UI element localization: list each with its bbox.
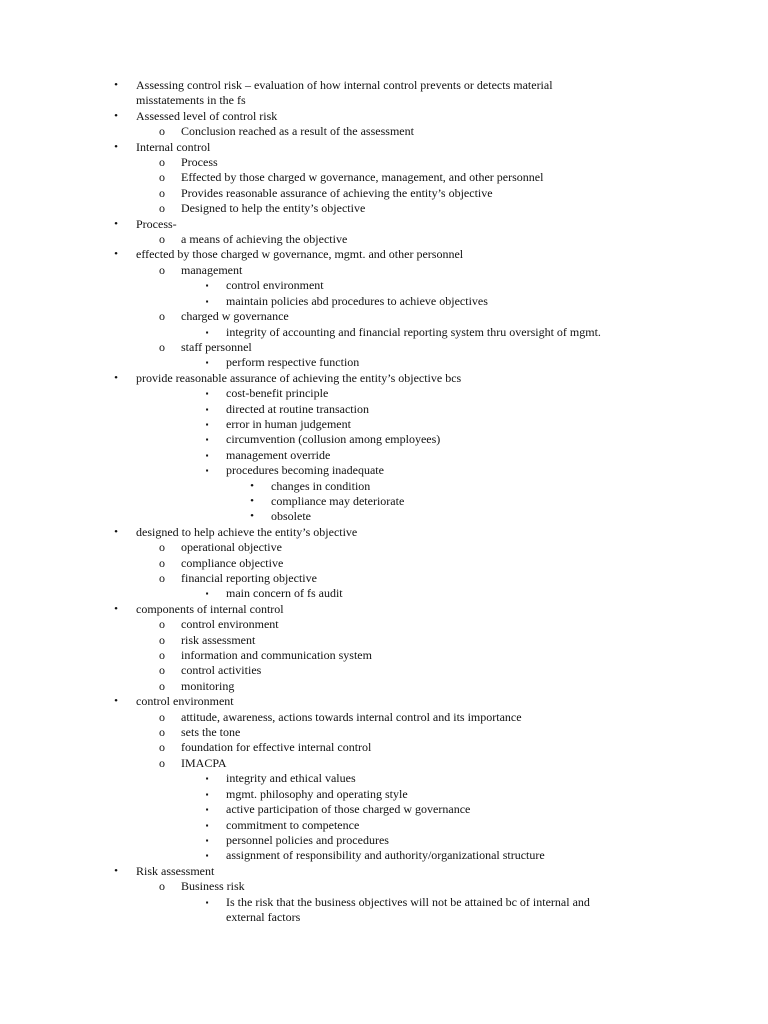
outline-item-level-1 [0, 525, 768, 540]
outline-item-level-3 [0, 432, 768, 447]
bullet-icon: • [114, 371, 118, 384]
square-bullet-icon: ▪ [205, 789, 209, 799]
outline-item-text: compliance objective [181, 555, 284, 570]
outline-item-level-2 [0, 540, 768, 555]
bullet-icon: • [114, 217, 118, 230]
circle-bullet-icon: o [159, 170, 165, 185]
outline-item-text: procedures becoming inadequate [226, 463, 384, 478]
outline-item-text: circumvention (collusion among employees) [226, 432, 441, 447]
outline-item-level-3 [0, 355, 768, 370]
outline-item-text: Process [181, 155, 218, 170]
circle-bullet-icon: o [159, 555, 165, 570]
outline-item-level-3 [0, 848, 768, 863]
square-bullet-icon: ▪ [205, 774, 209, 784]
outline-item-text: Assessing control risk – evaluation of how internal control prevents or detects material [136, 78, 553, 92]
circle-bullet-icon: o [159, 755, 165, 770]
bullet-icon: • [250, 510, 254, 523]
outline-item-level-3 [0, 278, 768, 293]
outline-item-text: main concern of fs audit [226, 586, 343, 601]
outline-item-level-3 [0, 448, 768, 463]
outline-item-text: perform respective function [226, 355, 360, 370]
circle-bullet-icon: o [159, 155, 165, 170]
bullet-icon: • [114, 602, 118, 615]
outline-item-text: active participation of those charged w governance [226, 802, 471, 817]
circle-bullet-icon: o [159, 262, 165, 277]
circle-bullet-icon: o [159, 709, 165, 724]
outline-item-level-3 [0, 586, 768, 601]
outline-item-text: a means of achieving the objective [181, 232, 348, 247]
outline-item-level-1 [0, 140, 768, 155]
outline-item-text: error in human judgement [226, 416, 351, 431]
circle-bullet-icon: o [159, 571, 165, 585]
circle-bullet-icon: o [159, 663, 165, 678]
square-bullet-icon: ▪ [205, 281, 209, 291]
circle-bullet-icon: o [159, 185, 165, 200]
outline-item-level-2 [0, 186, 768, 201]
square-bullet-icon: ▪ [205, 404, 209, 414]
outline-item-level-3 [0, 463, 768, 478]
outline-item-level-2 [0, 756, 768, 771]
outline-item-text: attitude, awareness, actions towards internal control and its importance [181, 709, 522, 724]
circle-bullet-icon: o [159, 678, 165, 693]
outline-item-text: information and communication system [181, 648, 372, 663]
outline-item-text: control activities [181, 663, 262, 678]
outline-item-level-2 [0, 309, 768, 324]
outline-item-level-3 [0, 325, 768, 340]
outline-item-text: compliance may deteriorate [271, 493, 405, 508]
bullet-icon: • [250, 494, 254, 507]
square-bullet-icon: ▪ [205, 851, 209, 861]
outline-item-level-2 [0, 725, 768, 740]
outline-item-text: Internal control [136, 139, 211, 154]
outline-item-text: Effected by those charged w governance, management, and other personnel [181, 170, 544, 185]
outline-item-level-2 [0, 648, 768, 663]
square-bullet-icon: ▪ [205, 805, 209, 815]
outline-item-text: integrity and ethical values [226, 771, 356, 786]
outline-item-text: obsolete [271, 509, 311, 524]
outline-item-level-2 [0, 170, 768, 185]
outline-item-level-3 [0, 833, 768, 848]
circle-bullet-icon: o [159, 540, 165, 555]
outline-item-text: Is the risk that the business objectives will not be attained bc of internal and [226, 894, 590, 909]
outline-item-text: management override [226, 447, 331, 462]
outline-item-text: Risk assessment [136, 863, 215, 878]
outline-item-text: staff personnel [181, 339, 252, 354]
outline-item-text: integrity of accounting and financial reporting system thru oversight of mgmt. [226, 324, 601, 339]
outline-item-text: personnel policies and procedures [226, 832, 389, 847]
outline-item-text: Business risk [181, 879, 245, 894]
bullet-icon: • [114, 109, 118, 122]
outline-item-text: control environment [226, 278, 324, 293]
square-bullet-icon: ▪ [205, 389, 209, 399]
outline-item-text: Process- [136, 216, 177, 231]
outline-item-level-2 [0, 740, 768, 755]
outline-item-level-1 [0, 864, 768, 879]
outline-item-text: sets the tone [181, 725, 241, 740]
outline-item-level-1 [0, 217, 768, 232]
outline-item-text: Assessed level of control risk [136, 108, 278, 123]
document-page [0, 78, 768, 925]
outline-item-text: management [181, 262, 243, 277]
circle-bullet-icon: o [159, 232, 165, 247]
outline-item-level-2 [0, 571, 768, 586]
outline-item-level-2 [0, 663, 768, 678]
outline-item-text: changes in condition [271, 478, 371, 493]
square-bullet-icon: ▪ [205, 466, 209, 476]
square-bullet-icon: ▪ [205, 358, 209, 368]
circle-bullet-icon: o [159, 617, 165, 632]
outline-item-level-3 [0, 802, 768, 817]
outline-item-level-1 [0, 371, 768, 386]
outline-item-text: maintain policies abd procedures to achieve objectives [226, 293, 488, 308]
outline-item-continuation: external factors [226, 909, 301, 924]
circle-bullet-icon: o [159, 201, 165, 216]
outline-item-level-4 [0, 479, 768, 494]
bullet-icon: • [114, 864, 118, 877]
square-bullet-icon: ▪ [205, 296, 209, 306]
square-bullet-icon: ▪ [205, 435, 209, 445]
circle-bullet-icon: o [159, 339, 165, 354]
outline-item-level-2 [0, 155, 768, 170]
circle-bullet-icon: o [159, 632, 165, 647]
outline-item-level-3 [0, 294, 768, 309]
square-bullet-icon: ▪ [205, 820, 209, 830]
outline-item-level-2 [0, 879, 768, 894]
bullet-icon: • [114, 695, 118, 708]
outline-item-text: IMACPA [181, 755, 227, 770]
square-bullet-icon: ▪ [205, 835, 209, 845]
outline-item-text: designed to help achieve the entity’s objective [136, 524, 358, 539]
outline-item-level-1 [0, 694, 768, 709]
bullet-icon: • [114, 140, 118, 153]
bullet-icon: • [250, 479, 254, 492]
outline-item-level-3 [0, 386, 768, 401]
outline-item-level-2 [0, 633, 768, 648]
outline-item-text: mgmt. philosophy and operating style [226, 786, 408, 801]
outline-item-level-2 [0, 679, 768, 694]
outline-item-text: effected by those charged w governance, mgmt. and other personnel [136, 247, 464, 262]
outline-item-level-3 [0, 895, 768, 910]
circle-bullet-icon: o [159, 124, 165, 139]
outline-item-text: foundation for effective internal control [181, 740, 372, 755]
outline-item-text: charged w governance [181, 309, 289, 324]
outline-item-text: directed at routine transaction [226, 401, 369, 416]
circle-bullet-icon: o [159, 725, 165, 740]
outline-item-level-2 [0, 232, 768, 247]
outline-item-level-2 [0, 556, 768, 571]
outline-item-text: Provides reasonable assurance of achieving the entity’s objective [181, 185, 493, 200]
circle-bullet-icon: o [159, 309, 165, 324]
outline-item-level-1 [0, 247, 768, 262]
bullet-icon: • [114, 525, 118, 538]
outline-item-text: financial reporting objective [181, 571, 317, 585]
outline-item-text: monitoring [181, 678, 235, 693]
circle-bullet-icon: o [159, 740, 165, 755]
outline-item-level-3 [0, 771, 768, 786]
square-bullet-icon: ▪ [205, 589, 209, 599]
outline-item-text: Conclusion reached as a result of the assessment [181, 124, 414, 139]
outline-item-text: cost-benefit principle [226, 386, 329, 401]
outline-item-level-1 [0, 602, 768, 617]
outline-item-level-3 [0, 787, 768, 802]
outline-item-level-3 [0, 402, 768, 417]
circle-bullet-icon: o [159, 648, 165, 663]
outline-item-level-3 [0, 818, 768, 833]
outline-item-level-2 [0, 263, 768, 278]
outline-item-level-2 [0, 710, 768, 725]
circle-bullet-icon: o [159, 879, 165, 894]
outline-item-text: Designed to help the entity’s objective [181, 201, 366, 216]
bullet-icon: • [114, 79, 118, 91]
outline-item-level-2 [0, 617, 768, 632]
outline-item-text: provide reasonable assurance of achieving the entity’s objective bcs [136, 370, 462, 385]
square-bullet-icon: ▪ [205, 450, 209, 460]
outline-item-level-1 [0, 109, 768, 124]
outline-item-text: operational objective [181, 540, 282, 555]
outline-item-text: control environment [136, 694, 234, 709]
square-bullet-icon: ▪ [205, 897, 209, 907]
outline-item-level-4 [0, 494, 768, 509]
square-bullet-icon: ▪ [205, 327, 209, 337]
outline-item-text: control environment [181, 617, 279, 632]
outline-item-level-3 [0, 417, 768, 432]
outline-item-text: risk assessment [181, 632, 256, 647]
outline-item-level-1 [0, 78, 768, 93]
outline-item-text: assignment of responsibility and authority/organizational structure [226, 848, 545, 863]
outline-item-text: components of internal control [136, 601, 284, 616]
outline-item-level-2 [0, 201, 768, 216]
outline-item-level-4 [0, 509, 768, 524]
outline-item-level-2 [0, 340, 768, 355]
outline-item-continuation: misstatements in the fs [136, 93, 246, 108]
bullet-icon: • [114, 248, 118, 261]
square-bullet-icon: ▪ [205, 419, 209, 429]
outline-item-level-2 [0, 124, 768, 139]
outline-item-text: commitment to competence [226, 817, 360, 832]
